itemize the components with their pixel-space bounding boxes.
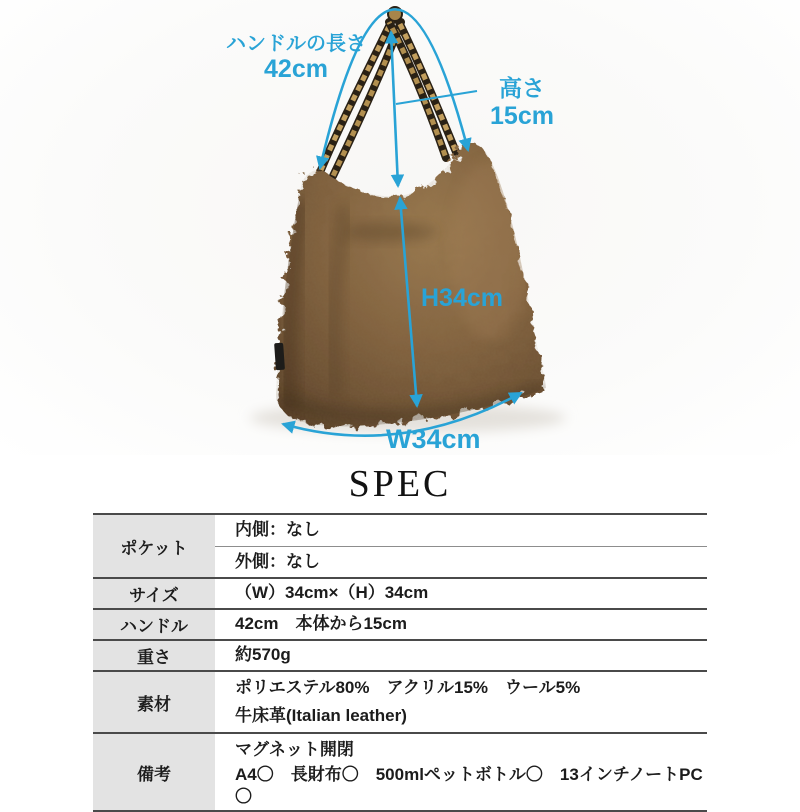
spec-row-pocket — [93, 515, 707, 577]
drop-height-value: 15cm — [490, 101, 554, 130]
bag-texture — [250, 130, 570, 450]
spec-label-pocket: ポケット — [93, 515, 215, 577]
spec-value-pocket — [215, 515, 707, 577]
handle-length-label — [220, 33, 372, 83]
spec-value-handle — [215, 610, 707, 639]
handle-length-text: ハンドルの長さ — [226, 33, 366, 55]
handle-value: 42cm 本体から15cm — [235, 614, 407, 634]
body-width-label: W34cm — [386, 424, 481, 454]
spec-row-weight — [93, 639, 707, 670]
spec-label-size: サイズ — [93, 579, 215, 608]
material-leather-value: 牛床革(Italian leather) — [235, 705, 407, 725]
spec-row-notes — [93, 732, 707, 810]
spec-value-weight — [215, 641, 707, 670]
spec-label-notes: 備考 — [93, 734, 215, 810]
spec-label-material: 素材 — [93, 672, 215, 732]
pocket-outside-value: 外側：なし — [215, 546, 707, 577]
spec-label-weight: 重さ — [93, 641, 215, 670]
material-composition-value: ポリエステル80% アクリル15% ウール5% — [235, 677, 581, 697]
spec-row-size — [93, 577, 707, 608]
spec-row-material — [93, 670, 707, 732]
size-value: （W）34cm×（H）34cm — [235, 583, 429, 603]
body-height-label: H34cm — [421, 284, 503, 312]
notes-closure-value: マグネット開閉 — [235, 739, 354, 759]
pocket-inside-value: 内側：なし — [235, 520, 320, 540]
spec-row-handle — [93, 608, 707, 639]
notes-capacity-value: A4〇 長財布〇 500mlペットボトル〇 13インチノートPC〇 — [235, 765, 703, 807]
drop-height-arrow — [391, 32, 398, 186]
spec-title: SPEC — [348, 463, 452, 505]
bag-side-tag — [274, 343, 285, 371]
handle-length-value: 42cm — [264, 55, 328, 84]
spec-table — [93, 513, 707, 812]
spec-value-notes — [215, 734, 707, 810]
chain-handle-right — [389, 16, 456, 158]
spec-value-size — [215, 579, 707, 608]
drop-height-label — [472, 76, 572, 130]
drop-height-text: 高さ — [499, 75, 545, 101]
spec-value-material — [215, 672, 707, 732]
weight-value: 約570g — [235, 645, 291, 665]
spec-label-handle: ハンドル — [93, 610, 215, 639]
